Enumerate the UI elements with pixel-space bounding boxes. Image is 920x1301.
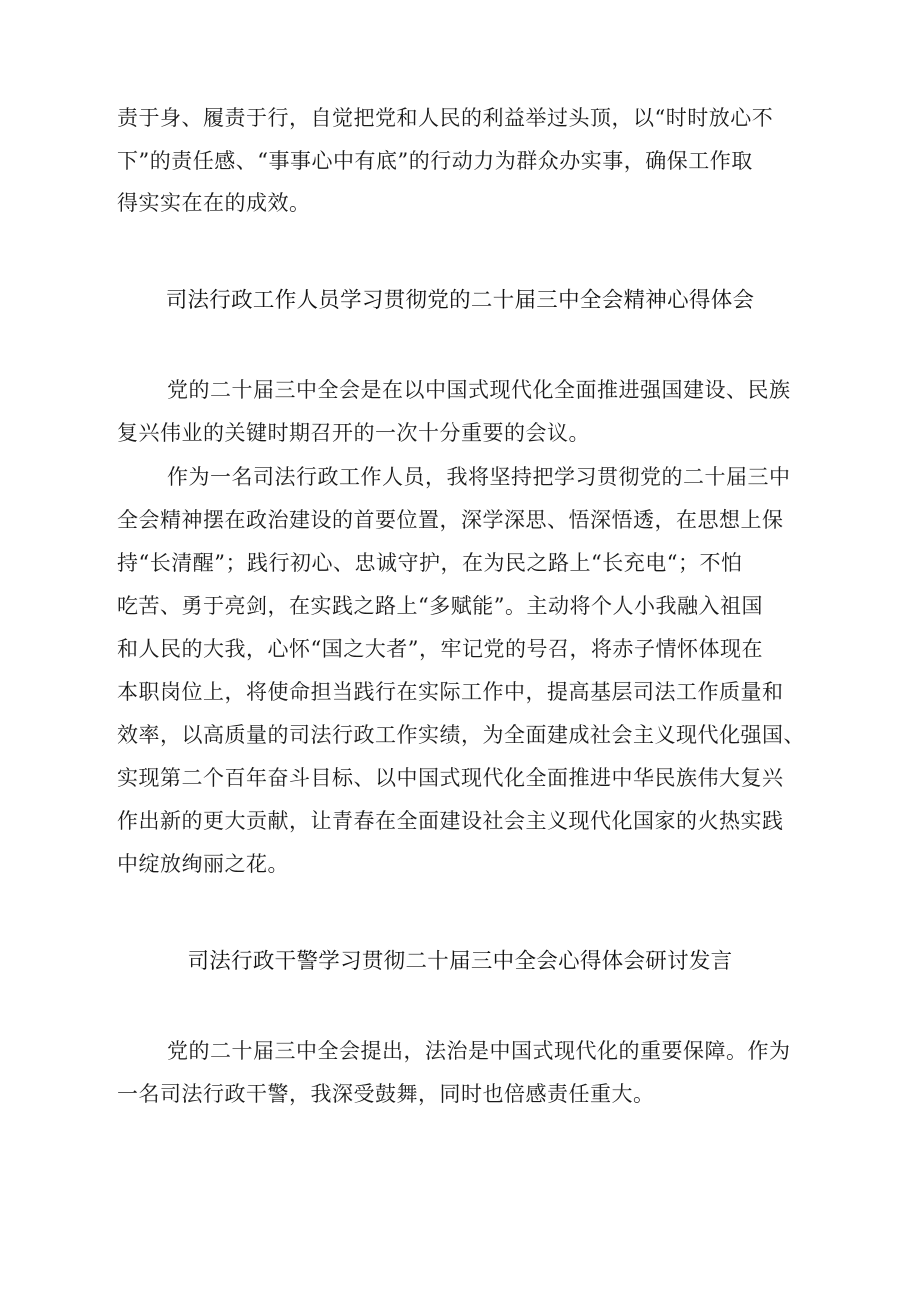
s1-p2-line-9: 作出新的更大贡献，让青春在全面建设社会主义现代化国家的火热实践 — [117, 809, 784, 833]
s1-p1-line-1: 党的二十届三中全会是在以中国式现代化全面推进强国建设、民族 — [167, 378, 791, 402]
s1-p2-line-6: 本职岗位上，将使命担当践行在实际工作中，提高基层司法工作质量和 — [117, 680, 784, 704]
intro-line-3: 得实实在在的成效。 — [117, 191, 311, 215]
intro-line-2: 下”的责任感、“事事心中有底”的行动力为群众办实事，确保工作取 — [117, 149, 753, 173]
s1-p2-line-5: 和人民的大我，心怀“国之大者”，牢记党的号召，将赤子情怀体现在 — [117, 637, 763, 661]
section2-title: 司法行政干警学习贯彻二十届三中全会心得体会研讨发言 — [187, 949, 733, 974]
s1-p2-line-8: 实现第二个百年奋斗目标、以中国式现代化全面推进中华民族伟大复兴 — [117, 766, 784, 790]
s1-p2-line-4: 吃苦、勇于亮剑，在实践之路上“多赋能”。主动将个人小我融入祖国 — [117, 594, 763, 618]
s2-p1-line-1: 党的二十届三中全会提出，法治是中国式现代化的重要保障。作为 — [167, 1039, 791, 1063]
s1-p2-line-10: 中绽放绚丽之花。 — [117, 852, 289, 876]
section1-title: 司法行政工作人员学习贯彻党的二十届三中全会精神心得体会 — [165, 288, 755, 313]
s2-p1-line-2: 一名司法行政干警，我深受鼓舞，同时也倍感责任重大。 — [117, 1082, 655, 1106]
s1-p2-line-7: 效率，以高质量的司法行政工作实绩，为全面建成社会主义现代化强国、 — [117, 723, 805, 747]
intro-line-1: 责于身、履责于行，自觉把党和人民的利益举过头顶，以“时时放心不 — [117, 106, 774, 130]
s1-p2-line-2: 全会精神摆在政治建设的首要位置，深学深思、悟深悟透，在思想上保 — [117, 508, 784, 532]
s1-p2-line-1: 作为一名司法行政工作人员，我将坚持把学习贯彻党的二十届三中 — [167, 465, 791, 489]
s1-p2-line-3: 持“长清醒”；践行初心、忠诚守护，在为民之路上“长充电“；不怕 — [117, 551, 743, 575]
s1-p1-line-2: 复兴伟业的关键时期召开的一次十分重要的会议。 — [117, 421, 590, 445]
